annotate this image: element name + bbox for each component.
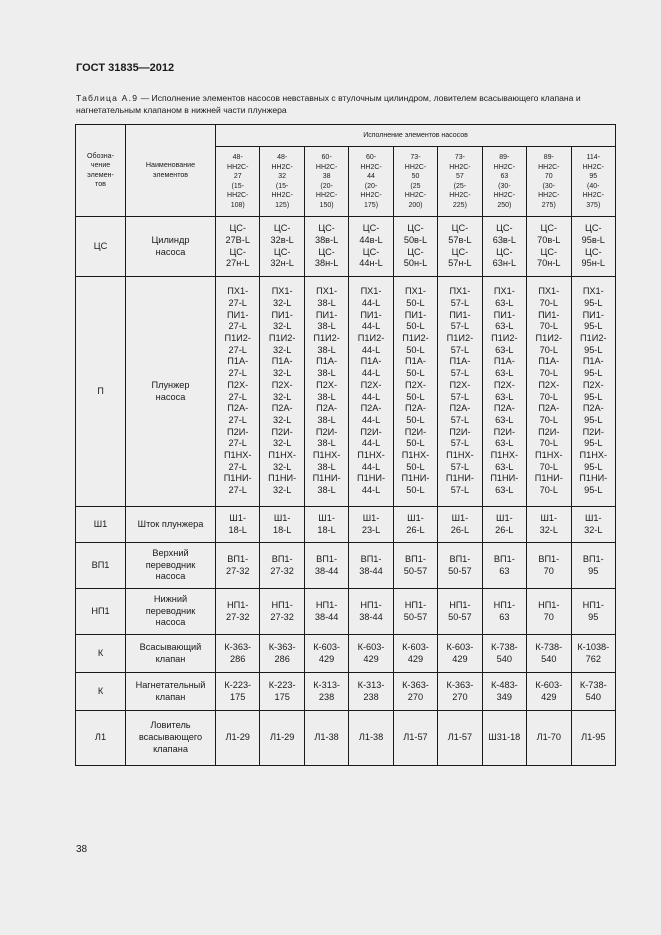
caption-text: — Исполнение элементов насосов невставных с втулочным цилиндром, ловителем всасывающего клапана и нагнетательным клапаном в нижней части плунжера — [76, 93, 581, 115]
row-value: Л1-57 — [438, 711, 482, 766]
table-row — [76, 635, 616, 673]
row-value: НП1- 38-44 — [349, 589, 393, 635]
row-value: ПХ1- 38-L ПИ1- 38-L П1И2- 38-L П1А- 38-L П2Х- 38-L П2А- 38-L П2И- 38-L П1НХ- 38-L П1НИ- 38-L — [304, 277, 348, 507]
header-pump-col: 89- НН2С- 70 (30- НН2С- 275) — [527, 147, 571, 217]
row-value: К-603- 429 — [349, 635, 393, 673]
row-value: ЦС- 70в-L ЦС- 70н-L — [527, 217, 571, 277]
row-value: Ш1- 18-L — [304, 507, 348, 543]
row-value: ЦС- 57в-L ЦС- 57н-L — [438, 217, 482, 277]
row-value: НП1- 70 — [527, 589, 571, 635]
row-value: К-483- 349 — [482, 673, 526, 711]
row-code: Ш1 — [76, 507, 126, 543]
row-name: Нижний переводник насоса — [126, 589, 216, 635]
row-value: Л1-29 — [260, 711, 304, 766]
row-value: ЦС- 63в-L ЦС- 63н-L — [482, 217, 526, 277]
row-value: Ш1- 18-L — [260, 507, 304, 543]
row-code: К — [76, 673, 126, 711]
row-value: ЦС- 95в-L ЦС- 95н-L — [571, 217, 616, 277]
row-value: ПХ1- 32-L ПИ1- 32-L П1И2- 32-L П1А- 32-L П2Х- 32-L П2А- 32-L П2И- 32-L П1НХ- 32-L П1НИ- 32-L — [260, 277, 304, 507]
row-value: ВП1- 38-44 — [304, 543, 348, 589]
header-pump-col: 73- НН2С- 57 (25- НН2С- 225) — [438, 147, 482, 217]
header-name: Наименование элементов — [126, 125, 216, 217]
table-row — [76, 507, 616, 543]
caption-label: Таблица А.9 — [76, 93, 139, 103]
table-row — [76, 217, 616, 277]
row-value: К-1038- 762 — [571, 635, 616, 673]
row-name: Плунжер насоса — [126, 277, 216, 507]
standard-title: ГОСТ 31835—2012 — [76, 62, 175, 74]
row-code: ЦС — [76, 217, 126, 277]
row-name: Цилиндр насоса — [126, 217, 216, 277]
row-value: ВП1- 63 — [482, 543, 526, 589]
row-value: Л1-95 — [571, 711, 616, 766]
row-value: ЦС- 32в-L ЦС- 32н-L — [260, 217, 304, 277]
row-value: НП1- 50-57 — [438, 589, 482, 635]
table-caption — [76, 92, 616, 116]
row-value: Ш1- 26-L — [438, 507, 482, 543]
row-value: К-363- 270 — [438, 673, 482, 711]
row-value: ВП1- 50-57 — [438, 543, 482, 589]
row-value: ЦС- 27В-L ЦС- 27н-L — [216, 217, 260, 277]
row-name: Нагнетательный клапан — [126, 673, 216, 711]
row-value: НП1- 63 — [482, 589, 526, 635]
row-value: ПХ1- 50-L ПИ1- 50-L П1И2- 50-L П1А- 50-L П2Х- 50-L П2А- 50-L П2И- 50-L П1НХ- 50-L П1НИ- 50-L — [393, 277, 437, 507]
row-value: К-223- 175 — [260, 673, 304, 711]
header-group: Исполнение элементов насосов — [216, 125, 616, 147]
row-value: ВП1- 27-32 — [260, 543, 304, 589]
row-value: ВП1- 38-44 — [349, 543, 393, 589]
row-value: К-363- 286 — [216, 635, 260, 673]
row-value: ПХ1- 63-L ПИ1- 63-L П1И2- 63-L П1А- 63-L П2Х- 63-L П2А- 63-L П2И- 63-L П1НХ- 63-L П1НИ- 63-L — [482, 277, 526, 507]
header-designation: Обозна- чение элемен- тов — [76, 125, 126, 217]
row-value: ВП1- 95 — [571, 543, 616, 589]
row-value: НП1- 95 — [571, 589, 616, 635]
header-pump-col: 48- НН2С- 32 (15- НН2С- 125) — [260, 147, 304, 217]
row-code: Л1 — [76, 711, 126, 766]
row-value: Ш1- 18-L — [216, 507, 260, 543]
row-value: ЦС- 44в-L ЦС- 44н-L — [349, 217, 393, 277]
row-value: ПХ1- 95-L ПИ1- 95-L П1И2- 95-L П1А- 95-L П2Х- 95-L П2А- 95-L П2И- 95-L П1НХ- 95-L П1НИ- 95-L — [571, 277, 616, 507]
row-value: Ш1- 32-L — [527, 507, 571, 543]
header-pump-col: 60- НН2С- 44 (20- НН2С- 175) — [349, 147, 393, 217]
row-value: К-738- 540 — [482, 635, 526, 673]
row-value: НП1- 27-32 — [216, 589, 260, 635]
row-value: К-603- 429 — [393, 635, 437, 673]
row-value: К-363- 270 — [393, 673, 437, 711]
table-row — [76, 277, 616, 507]
table-row — [76, 543, 616, 589]
table-row — [76, 711, 616, 766]
row-name: Шток плунжера — [126, 507, 216, 543]
header-pump-col: 60- НН2С- 38 (20- НН2С- 150) — [304, 147, 348, 217]
row-value: ВП1- 70 — [527, 543, 571, 589]
row-value: Л1-38 — [304, 711, 348, 766]
row-value: К-603- 429 — [304, 635, 348, 673]
row-name: Всасывающий клапан — [126, 635, 216, 673]
row-value: Ш1- 23-L — [349, 507, 393, 543]
row-value: К-603- 429 — [438, 635, 482, 673]
row-value: ПХ1- 44-L ПИ1- 44-L П1И2- 44-L П1А- 44-L П2Х- 44-L П2А- 44-L П2И- 44-L П1НХ- 44-L П1НИ- 44-L — [349, 277, 393, 507]
row-value: ЦС- 38в-L ЦС- 38н-L — [304, 217, 348, 277]
row-value: ВП1- 27-32 — [216, 543, 260, 589]
row-code: ВП1 — [76, 543, 126, 589]
row-value: Ш31-18 — [482, 711, 526, 766]
row-code: П — [76, 277, 126, 507]
row-value: Ш1- 32-L — [571, 507, 616, 543]
row-value: К-313- 238 — [304, 673, 348, 711]
row-value: К-738- 540 — [527, 635, 571, 673]
row-value: К-313- 238 — [349, 673, 393, 711]
header-pump-col: 48- НН2С- 27 (15- НН2С- 108) — [216, 147, 260, 217]
page-number: 38 — [76, 844, 88, 855]
row-value: ПХ1- 57-L ПИ1- 57-L П1И2- 57-L П1А- 57-L П2Х- 57-L П2А- 57-L П2И- 57-L П1НХ- 57-L П1НИ- 57-L — [438, 277, 482, 507]
row-value: К-223- 175 — [216, 673, 260, 711]
row-value: Л1-38 — [349, 711, 393, 766]
row-value: К-363- 286 — [260, 635, 304, 673]
row-value: Ш1- 26-L — [393, 507, 437, 543]
table-row — [76, 589, 616, 635]
row-value: К-738- 540 — [571, 673, 616, 711]
table-row — [76, 673, 616, 711]
row-value: НП1- 50-57 — [393, 589, 437, 635]
row-name: Ловитель всасывающего клапана — [126, 711, 216, 766]
row-value: К-603- 429 — [527, 673, 571, 711]
pump-elements-table — [75, 124, 616, 766]
row-value: Л1-29 — [216, 711, 260, 766]
row-name: Верхний переводник насоса — [126, 543, 216, 589]
row-code: К — [76, 635, 126, 673]
row-value: ВП1- 50-57 — [393, 543, 437, 589]
row-value: НП1- 27-32 — [260, 589, 304, 635]
row-value: Л1-70 — [527, 711, 571, 766]
row-value: ПХ1- 70-L ПИ1- 70-L П1И2- 70-L П1А- 70-L П2Х- 70-L П2А- 70-L П2И- 70-L П1НХ- 70-L П1НИ- 70-L — [527, 277, 571, 507]
row-value: ПХ1- 27-L ПИ1- 27-L П1И2- 27-L П1А- 27-L П2Х- 27-L П2А- 27-L П2И- 27-L П1НХ- 27-L П1НИ- 27-L — [216, 277, 260, 507]
row-value: Л1-57 — [393, 711, 437, 766]
row-value: Ш1- 26-L — [482, 507, 526, 543]
row-value: ЦС- 50в-L ЦС- 50н-L — [393, 217, 437, 277]
row-code: НП1 — [76, 589, 126, 635]
header-pump-col: 89- НН2С- 63 (30- НН2С- 250) — [482, 147, 526, 217]
row-value: НП1- 38-44 — [304, 589, 348, 635]
header-pump-col: 73- НН2С- 50 (25 НН2С- 200) — [393, 147, 437, 217]
header-pump-col: 114- НН2С- 95 (40- НН2С- 375) — [571, 147, 616, 217]
